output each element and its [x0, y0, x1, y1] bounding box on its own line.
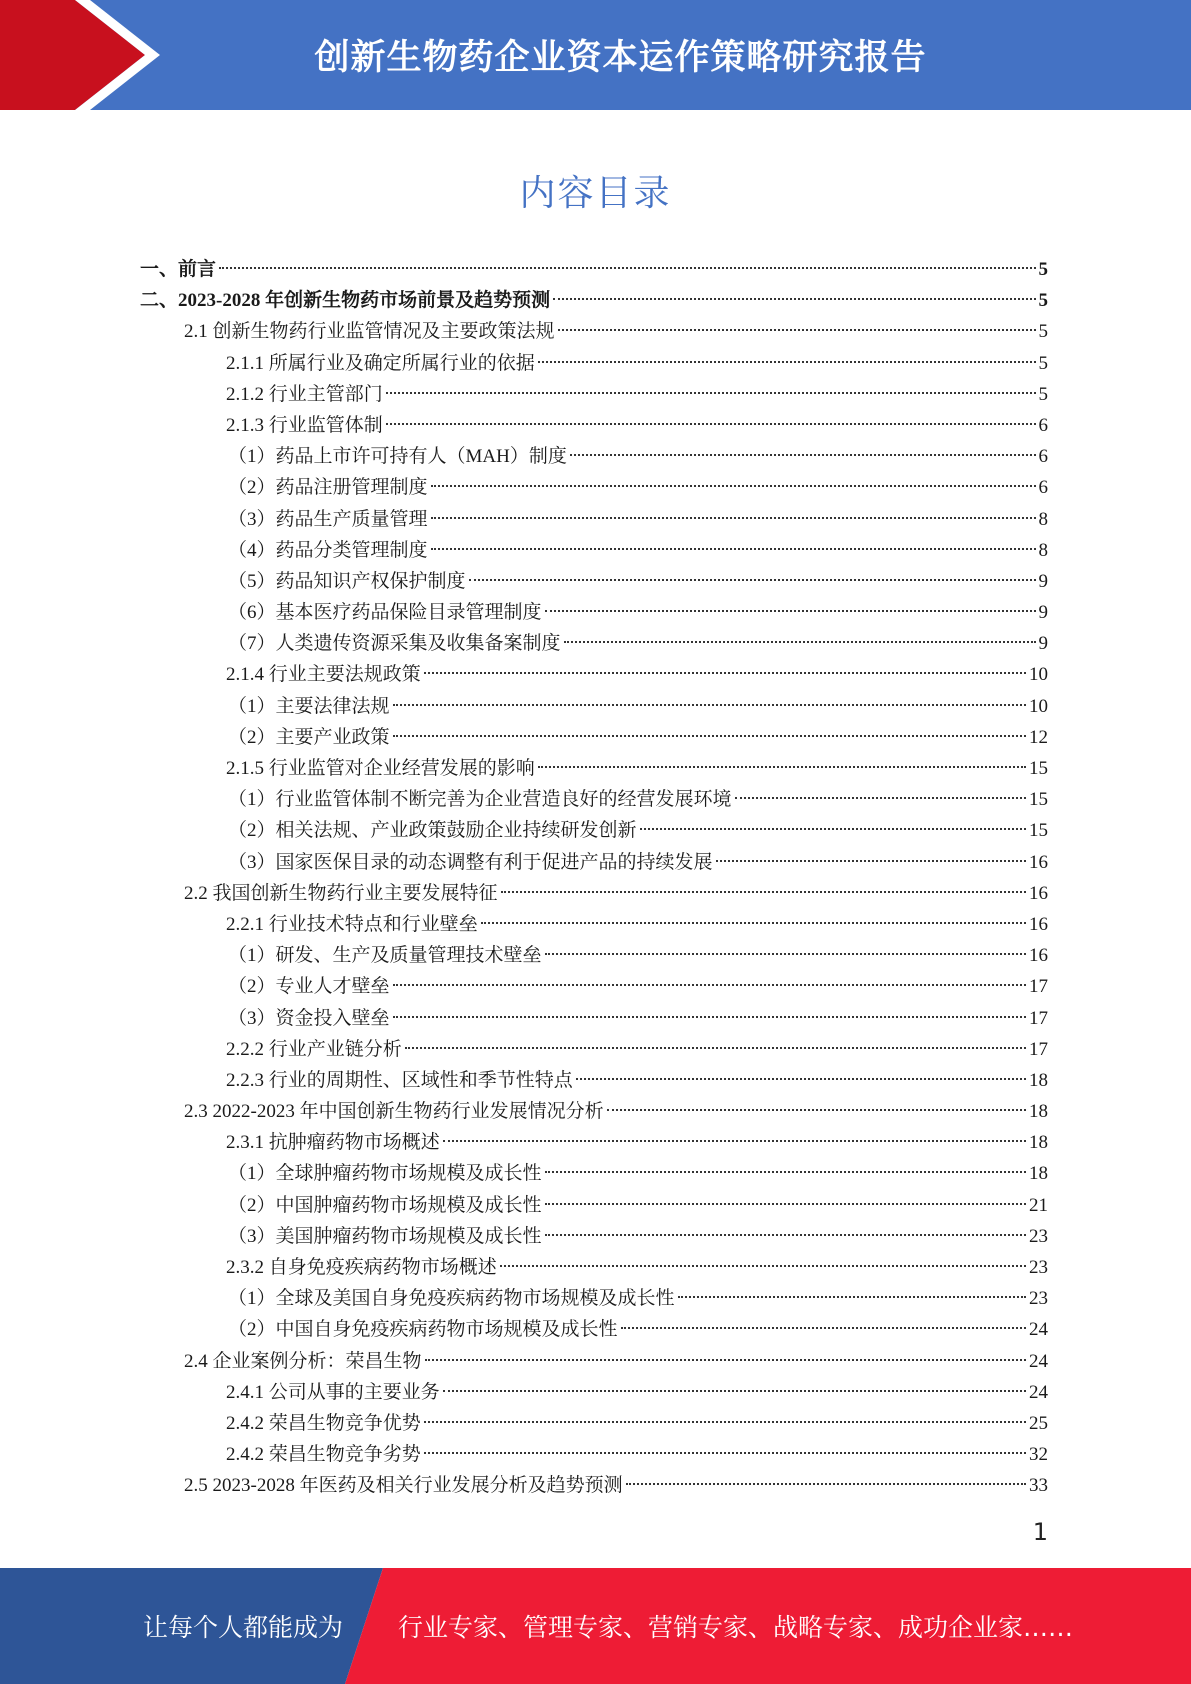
toc-entry-title: （2）相关法规、产业政策鼓励企业持续研发创新 — [228, 820, 637, 842]
toc-entry-title: （1）行业监管体制不断完善为企业营造良好的经营发展环境 — [228, 789, 732, 811]
toc-entry[interactable] — [140, 1034, 1048, 1065]
toc-entry-title: （7）人类遗传资源采集及收集备案制度 — [228, 633, 561, 655]
toc-entry-title: 2.3 2022-2023 年中国创新生物药行业发展情况分析 — [184, 1101, 604, 1123]
toc-entry-title: 二、2023-2028 年创新生物药市场前景及趋势预测 — [140, 290, 551, 312]
dot-leader — [393, 704, 1026, 706]
footer-slogan-right: 行业专家、管理专家、营销专家、战略专家、成功企业家…… — [398, 1613, 1074, 1642]
toc-entry-title: 2.1 创新生物药行业监管情况及主要政策法规 — [184, 321, 555, 343]
footer-banner — [0, 1568, 1191, 1684]
toc-heading: 内容目录 — [519, 173, 672, 214]
dot-leader — [678, 1296, 1026, 1298]
toc-entry-page: 17 — [1029, 1007, 1048, 1029]
footer-slogan-left: 让每个人都能成为 — [143, 1613, 344, 1642]
toc-entry-page: 15 — [1029, 789, 1048, 811]
toc-entry-page: 15 — [1029, 758, 1048, 779]
toc-entry-page: 17 — [1029, 976, 1048, 998]
toc-entry[interactable] — [140, 1003, 1048, 1034]
toc-entry-page: 9 — [1038, 602, 1048, 624]
toc-entry[interactable] — [140, 597, 1048, 628]
toc-entry[interactable] — [140, 691, 1048, 722]
toc-entry-title: 2.1.4 行业主要法规政策 — [226, 664, 421, 686]
toc-entry[interactable] — [140, 1283, 1048, 1314]
dot-leader — [640, 828, 1026, 830]
toc-entry-page: 18 — [1029, 1069, 1048, 1091]
dot-leader — [553, 298, 1035, 300]
toc-entry-page: 9 — [1038, 570, 1048, 592]
table-of-contents — [140, 254, 1048, 1502]
toc-entry-page: 21 — [1029, 1194, 1048, 1216]
toc-entry[interactable] — [140, 815, 1048, 846]
toc-entry[interactable] — [140, 1470, 1048, 1501]
toc-entry[interactable] — [140, 1377, 1048, 1408]
toc-entry-page: 25 — [1029, 1412, 1048, 1434]
dot-leader — [716, 860, 1026, 862]
header-banner — [0, 0, 1191, 110]
dot-leader — [545, 610, 1036, 612]
toc-entry-title: （2）专业人才壁垒 — [228, 976, 390, 998]
toc-entry-title: 2.4 企业案例分析：荣昌生物 — [184, 1350, 422, 1372]
toc-entry-title: 2.1.5 行业监管对企业经营发展的影响 — [226, 758, 535, 779]
toc-entry[interactable] — [140, 1065, 1048, 1096]
toc-entry-page: 15 — [1029, 820, 1048, 842]
toc-entry-page: 5 — [1038, 383, 1048, 405]
toc-entry-page: 5 — [1038, 352, 1048, 374]
toc-entry-page: 24 — [1029, 1350, 1048, 1372]
toc-entry[interactable] — [140, 1408, 1048, 1439]
toc-entry-title: （4）药品分类管理制度 — [228, 539, 428, 561]
dot-leader — [500, 1265, 1026, 1267]
toc-entry[interactable] — [140, 441, 1048, 472]
toc-entry[interactable] — [140, 1314, 1048, 1345]
toc-entry-page: 23 — [1029, 1225, 1048, 1247]
toc-entry[interactable] — [140, 1127, 1048, 1158]
page-number: 1 — [1032, 1518, 1048, 1546]
toc-entry-title: （1）主要法律法规 — [228, 695, 390, 717]
dot-leader — [545, 1203, 1026, 1205]
toc-entry-title: （3）国家医保目录的动态调整有利于促进产品的持续发展 — [228, 851, 713, 873]
toc-entry-page: 18 — [1029, 1163, 1048, 1185]
toc-entry-page: 18 — [1029, 1132, 1048, 1154]
toc-entry[interactable] — [140, 1346, 1048, 1377]
toc-entry-title: 2.1.3 行业监管体制 — [226, 414, 383, 436]
dot-leader — [558, 329, 1036, 331]
dot-leader — [424, 672, 1026, 674]
dot-leader — [545, 1234, 1026, 1236]
toc-entry-page: 16 — [1029, 913, 1048, 935]
dot-leader — [443, 1140, 1026, 1142]
toc-entry[interactable] — [140, 722, 1048, 753]
toc-entry-page: 10 — [1029, 695, 1048, 717]
toc-entry-title: （1）全球肿瘤药物市场规模及成长性 — [228, 1163, 542, 1185]
toc-entry[interactable] — [140, 1158, 1048, 1189]
toc-entry-page: 24 — [1029, 1319, 1048, 1341]
toc-entry-title: （1）药品上市许可持有人（MAH）制度 — [228, 446, 567, 468]
dot-leader — [545, 953, 1026, 955]
toc-entry-title: （2）药品注册管理制度 — [228, 477, 428, 499]
toc-entry[interactable] — [140, 878, 1048, 909]
toc-entry[interactable] — [140, 472, 1048, 503]
toc-entry-title: 2.1.2 行业主管部门 — [226, 383, 383, 405]
toc-entry[interactable] — [140, 753, 1048, 784]
toc-entry[interactable] — [140, 566, 1048, 597]
toc-entry[interactable] — [140, 784, 1048, 815]
toc-entry-title: 2.2.2 行业产业链分析 — [226, 1038, 402, 1060]
toc-entry[interactable] — [140, 971, 1048, 1002]
toc-entry-page: 16 — [1029, 851, 1048, 873]
toc-entry-title: 2.5 2023-2028 年医药及相关行业发展分析及趋势预测 — [184, 1475, 623, 1497]
toc-entry-title: （6）基本医疗药品保险目录管理制度 — [228, 602, 542, 624]
toc-entry[interactable] — [140, 940, 1048, 971]
dot-leader — [393, 1016, 1026, 1018]
dot-leader — [219, 267, 1035, 269]
toc-entry-title: （5）药品知识产权保护制度 — [228, 570, 466, 592]
toc-entry-page: 33 — [1029, 1475, 1048, 1497]
toc-entry[interactable] — [140, 316, 1048, 347]
dot-leader — [481, 922, 1026, 924]
toc-entry[interactable] — [140, 1439, 1048, 1470]
dot-leader — [564, 641, 1036, 643]
toc-entry-title: （2）中国自身免疫疾病药物市场规模及成长性 — [228, 1319, 618, 1341]
toc-entry-title: （1）研发、生产及质量管理技术壁垒 — [228, 945, 542, 967]
toc-entry-page: 6 — [1038, 414, 1048, 436]
toc-entry[interactable] — [140, 379, 1048, 410]
dot-leader — [393, 735, 1026, 737]
dot-leader — [431, 517, 1036, 519]
toc-entry[interactable] — [140, 659, 1048, 690]
toc-entry[interactable] — [140, 1190, 1048, 1221]
toc-entry-page: 10 — [1029, 664, 1048, 686]
toc-entry[interactable] — [140, 628, 1048, 659]
toc-entry-page: 5 — [1038, 321, 1048, 343]
toc-entry-page: 8 — [1038, 539, 1048, 561]
toc-entry[interactable] — [140, 847, 1048, 878]
chevron-decoration-icon — [0, 0, 160, 110]
toc-entry-title: （3）美国肿瘤药物市场规模及成长性 — [228, 1225, 542, 1247]
toc-entry[interactable] — [140, 410, 1048, 441]
toc-entry[interactable] — [140, 1221, 1048, 1252]
toc-entry-page: 6 — [1038, 446, 1048, 468]
dot-leader — [431, 485, 1036, 487]
dot-leader — [393, 984, 1026, 986]
toc-entry-page: 16 — [1029, 882, 1048, 904]
toc-entry-page: 12 — [1029, 726, 1048, 748]
dot-leader — [501, 891, 1026, 893]
toc-entry-title: 2.3.2 自身免疫疾病药物市场概述 — [226, 1257, 497, 1278]
dot-leader — [621, 1327, 1026, 1329]
toc-entry-title: （3）资金投入壁垒 — [228, 1007, 390, 1029]
dot-leader — [425, 1359, 1026, 1361]
toc-entry-title: 2.1.1 所属行业及确定所属行业的依据 — [226, 352, 535, 374]
toc-entry-page: 17 — [1029, 1038, 1048, 1060]
dot-leader — [607, 1109, 1026, 1111]
toc-entry-title: 2.2.1 行业技术特点和行业壁垒 — [226, 913, 478, 935]
toc-entry-title: 2.2 我国创新生物药行业主要发展特征 — [184, 882, 498, 904]
toc-entry-page: 32 — [1029, 1444, 1048, 1466]
toc-entry-title: 一、前言 — [140, 259, 217, 280]
dot-leader — [386, 392, 1036, 394]
dot-leader — [570, 454, 1036, 456]
toc-entry-title: 2.4.2 荣昌生物竞争劣势 — [226, 1444, 421, 1466]
report-title: 创新生物药企业资本运作策略研究报告 — [314, 38, 927, 78]
dot-leader — [626, 1483, 1026, 1485]
dot-leader — [545, 1171, 1026, 1173]
dot-leader — [405, 1047, 1026, 1049]
toc-entry-title: （1）全球及美国自身免疫疾病药物市场规模及成长性 — [228, 1288, 675, 1310]
toc-entry-title: 2.3.1 抗肿瘤药物市场概述 — [226, 1132, 440, 1154]
dot-leader — [424, 1421, 1026, 1423]
dot-leader — [424, 1452, 1026, 1454]
toc-entry-title: （2）主要产业政策 — [228, 726, 390, 748]
dot-leader — [538, 361, 1036, 363]
toc-entry-page: 9 — [1038, 633, 1048, 655]
toc-entry[interactable] — [140, 285, 1048, 316]
toc-entry-title: （2）中国肿瘤药物市场规模及成长性 — [228, 1194, 542, 1216]
toc-entry-page: 23 — [1029, 1257, 1048, 1278]
dot-leader — [431, 548, 1036, 550]
toc-entry-title: 2.4.1 公司从事的主要业务 — [226, 1381, 440, 1403]
dot-leader — [443, 1390, 1026, 1392]
toc-entry[interactable] — [140, 348, 1048, 379]
toc-entry-page: 16 — [1029, 945, 1048, 967]
toc-entry-page: 8 — [1038, 508, 1048, 530]
toc-entry-title: 2.4.2 荣昌生物竞争优势 — [226, 1412, 421, 1434]
toc-entry[interactable] — [140, 254, 1048, 285]
toc-entry-page: 5 — [1038, 259, 1048, 280]
toc-entry-page: 6 — [1038, 477, 1048, 499]
toc-entry[interactable] — [140, 1252, 1048, 1283]
toc-entry-title: （3）药品生产质量管理 — [228, 508, 428, 530]
toc-entry-title: 2.2.3 行业的周期性、区域性和季节性特点 — [226, 1069, 573, 1091]
toc-entry[interactable] — [140, 1096, 1048, 1127]
dot-leader — [386, 423, 1036, 425]
toc-entry-page: 24 — [1029, 1381, 1048, 1403]
toc-entry[interactable] — [140, 535, 1048, 566]
toc-entry[interactable] — [140, 909, 1048, 940]
dot-leader — [538, 766, 1026, 768]
toc-entry-page: 5 — [1038, 290, 1048, 312]
toc-entry[interactable] — [140, 504, 1048, 535]
dot-leader — [576, 1078, 1026, 1080]
dot-leader — [469, 579, 1036, 581]
dot-leader — [735, 797, 1026, 799]
toc-entry-page: 23 — [1029, 1288, 1048, 1310]
toc-entry-page: 18 — [1029, 1101, 1048, 1123]
